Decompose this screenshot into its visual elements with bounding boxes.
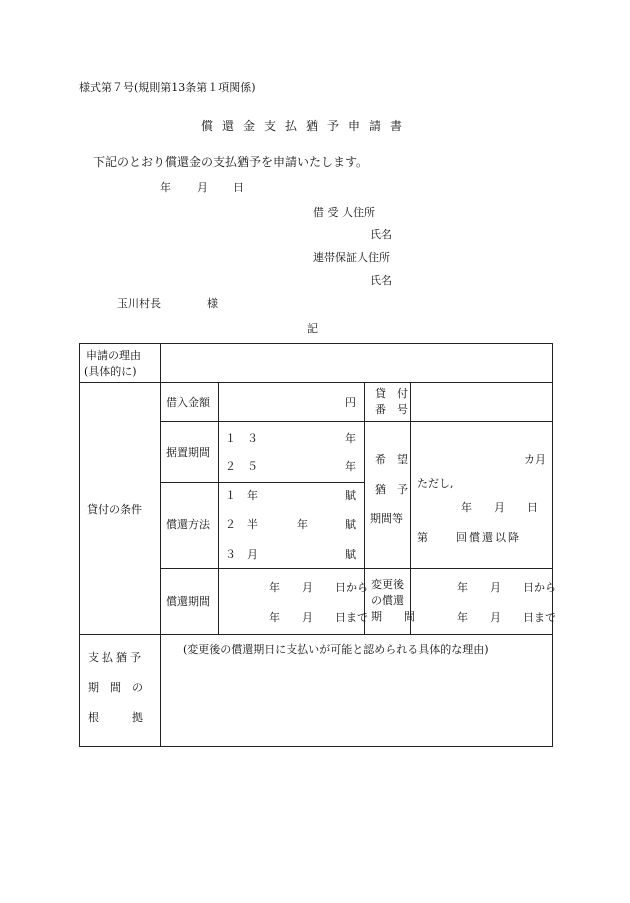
form-number: 様式第７号(規則第13条第１項関係) xyxy=(79,81,256,94)
repay-period-label: 償還期間 xyxy=(166,595,210,608)
basis-label-3: 根 拠 xyxy=(88,711,143,724)
basis-label-cell xyxy=(80,635,161,747)
grace-period-cell[interactable] xyxy=(219,422,365,483)
loan-number-label-1: 貸 付 xyxy=(375,387,408,400)
changed-period-cell[interactable] xyxy=(411,569,556,635)
borrower-address-label: 借 受 人住所 xyxy=(313,206,375,219)
date-day: 日 xyxy=(233,181,244,194)
loan-amount-input-cell[interactable] xyxy=(219,383,365,422)
reason-label-cell xyxy=(80,344,161,383)
grace-period-label: 据置期間 xyxy=(166,446,210,459)
conditions-label-cell xyxy=(80,383,161,635)
changed-label-2: の償還 xyxy=(371,594,404,607)
addressee-name: 玉川村長 xyxy=(117,297,161,310)
desired-label-2: 猶 予 xyxy=(375,483,408,496)
conditions-label: 貸付の条件 xyxy=(87,503,142,516)
application-table xyxy=(79,343,556,747)
method-option-2: ２ 半 xyxy=(225,518,258,531)
however-text: ただし, xyxy=(417,477,454,490)
repay-period-label-cell xyxy=(161,569,219,635)
changed-from-date: 年 月 日から xyxy=(457,581,556,594)
guarantor-address-label: 連帯保証人住所 xyxy=(313,251,390,264)
document-title: 償還金支払猶予申請書 xyxy=(201,119,412,133)
method-option-3: ３ 月 xyxy=(225,548,258,561)
months-unit: カ月 xyxy=(524,453,546,466)
repay-to-date: 年 月 日まで xyxy=(269,611,368,624)
record-mark: 記 xyxy=(307,322,318,335)
yen-unit: 円 xyxy=(345,396,356,409)
grace-option-2: ２ ５ xyxy=(225,460,258,473)
method-option-2-year: 年 xyxy=(297,518,308,531)
desired-label-cell xyxy=(365,422,411,569)
desired-date: 年 月 日 xyxy=(461,501,538,514)
basis-label-2: 期 間 の xyxy=(88,681,143,694)
from-round-text: 第 回償還以降 xyxy=(417,531,521,544)
method-option-2-fu: 賦 xyxy=(345,518,356,531)
reason-input-cell[interactable] xyxy=(161,344,553,383)
changed-label-3: 期 間 xyxy=(371,610,415,623)
method-option-3-fu: 賦 xyxy=(345,548,356,561)
changed-to-date: 年 月 日まで xyxy=(457,611,556,624)
basis-label-1: 支払猶予 xyxy=(88,651,144,664)
addressee xyxy=(117,297,218,310)
reason-label-1: 申請の理由 xyxy=(86,349,141,362)
basis-input-cell[interactable] xyxy=(161,635,553,747)
changed-label-1: 変更後 xyxy=(371,578,404,591)
desired-label-3: 期間等 xyxy=(370,512,403,525)
loan-amount-label: 借入金額 xyxy=(166,396,210,409)
basis-note: (変更後の償還期日に支払いが可能と認められる具体的な理由) xyxy=(183,643,489,656)
grace-option-1: １ ３ xyxy=(225,432,258,445)
grace-option-1-unit: 年 xyxy=(345,432,356,445)
addressee-honorific: 様 xyxy=(207,297,218,310)
repay-from-date: 年 月 日から xyxy=(269,581,368,594)
date-year: 年 xyxy=(160,181,171,194)
date-month: 月 xyxy=(197,181,208,194)
borrower-name-label: 氏名 xyxy=(370,228,392,241)
method-label-cell xyxy=(161,483,219,569)
grace-period-label-cell xyxy=(161,422,219,483)
intro-text: 下記のとおり償還金の支払猶予を申請いたします。 xyxy=(93,155,369,169)
method-options-cell[interactable] xyxy=(219,483,365,569)
repay-period-cell[interactable] xyxy=(219,569,368,635)
method-label: 償還方法 xyxy=(166,518,210,531)
reason-label-2: (具体的に) xyxy=(84,365,137,378)
loan-number-input-cell[interactable] xyxy=(411,383,553,422)
desired-label-1: 希 望 xyxy=(375,453,408,466)
loan-amount-label-cell xyxy=(161,383,219,422)
loan-number-label-2: 番 号 xyxy=(375,403,408,416)
method-option-1-fu: 賦 xyxy=(345,489,356,502)
desired-period-cell[interactable] xyxy=(411,422,553,569)
changed-label-cell xyxy=(365,569,415,635)
loan-number-label-cell xyxy=(365,383,411,422)
guarantor-name-label: 氏名 xyxy=(370,274,392,287)
grace-option-2-unit: 年 xyxy=(345,460,356,473)
method-option-1: １ 年 xyxy=(225,489,258,502)
